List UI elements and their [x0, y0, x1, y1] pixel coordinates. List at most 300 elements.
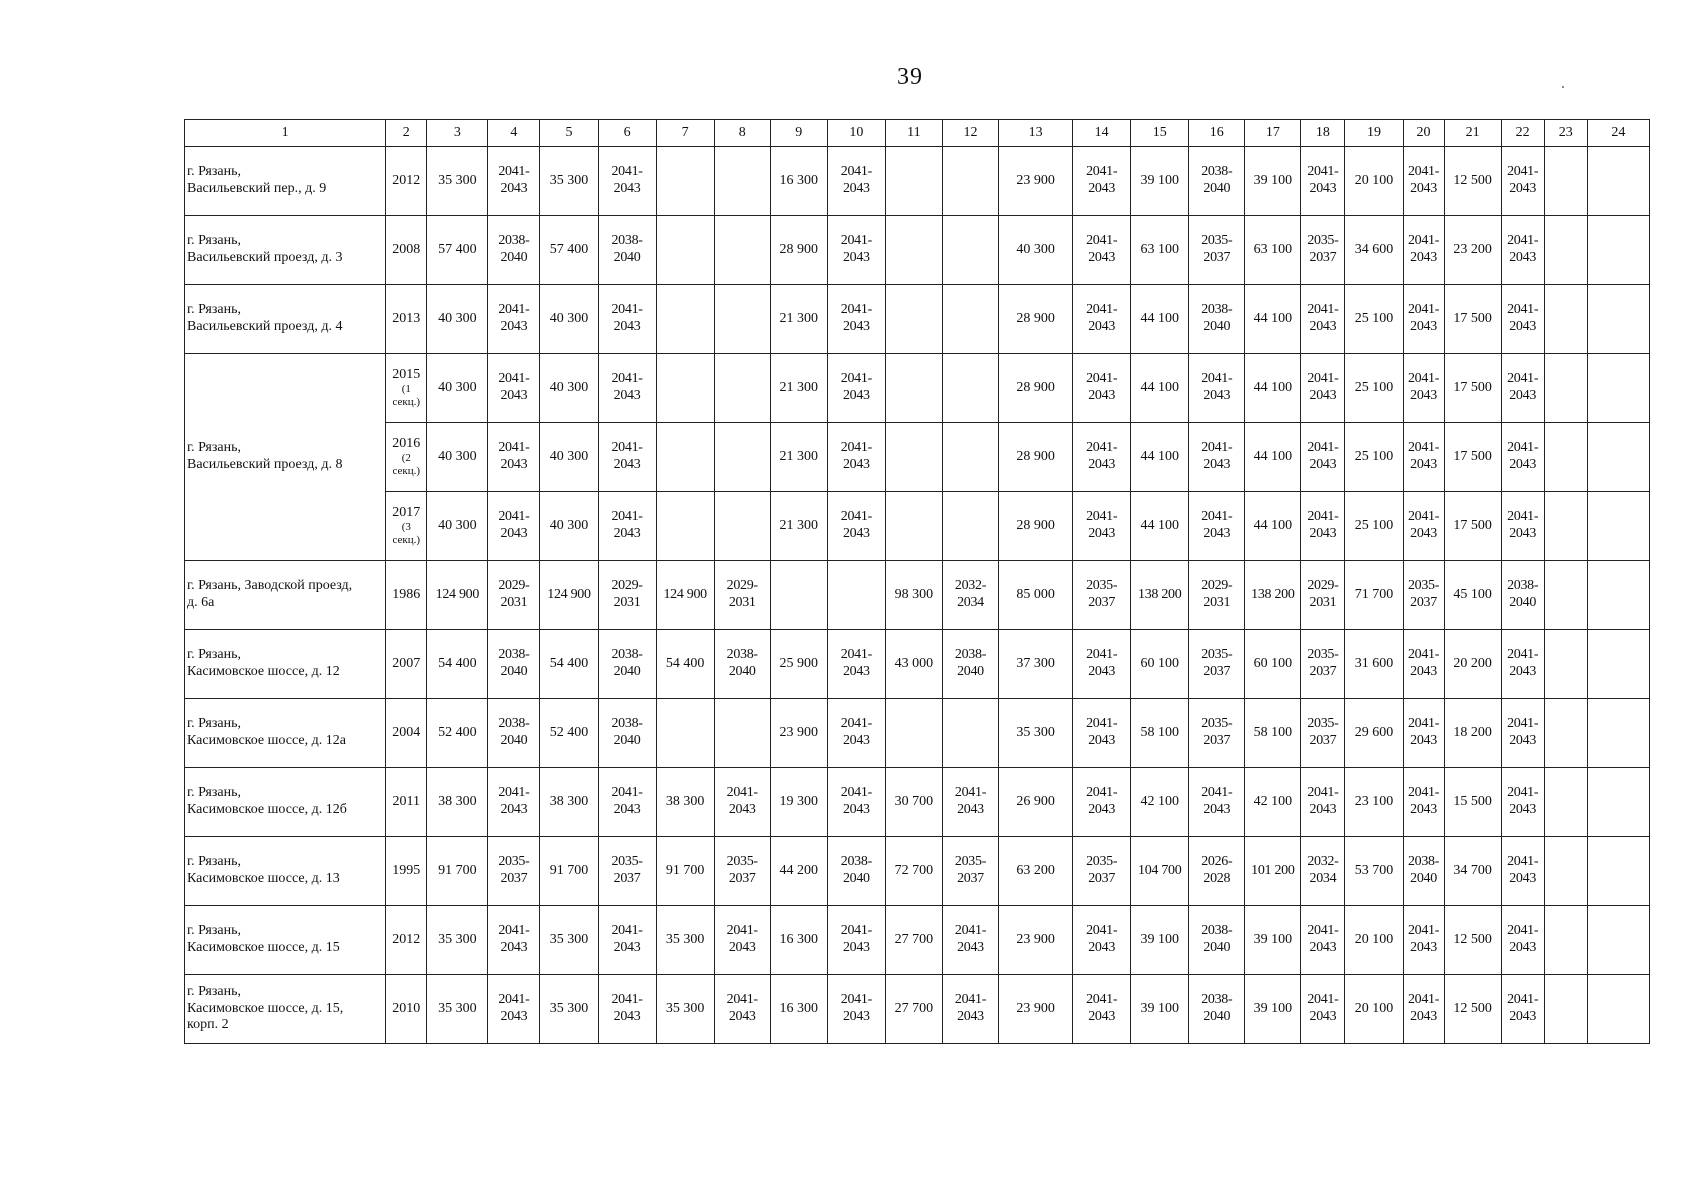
period-cell: 2035- 2037	[598, 837, 656, 906]
value-cell: 21 300	[770, 492, 827, 561]
header-cell: 5	[540, 120, 598, 147]
value-cell: 54 400	[656, 630, 714, 699]
table-row	[185, 906, 1650, 975]
period-cell: 2041- 2043	[1403, 975, 1444, 1044]
period-cell: 2041- 2043	[598, 285, 656, 354]
period-cell: 2029- 2031	[714, 561, 770, 630]
empty-cell	[1587, 975, 1649, 1044]
value-cell: 23 900	[770, 699, 827, 768]
address-cell: г. Рязань, Заводской проезд, д. 6а	[185, 561, 386, 630]
value-cell: 53 700	[1345, 837, 1403, 906]
period-cell: 2035- 2037	[1301, 630, 1345, 699]
empty-cell	[942, 699, 998, 768]
value-cell: 91 700	[656, 837, 714, 906]
period-cell: 2041- 2043	[1301, 906, 1345, 975]
period-cell: 2041- 2043	[1501, 492, 1544, 561]
period-cell: 2029- 2031	[1301, 561, 1345, 630]
value-cell: 29 600	[1345, 699, 1403, 768]
header-cell: 19	[1345, 120, 1403, 147]
value-cell: 21 300	[770, 285, 827, 354]
header-cell: 18	[1301, 120, 1345, 147]
period-cell: 2029- 2031	[1189, 561, 1245, 630]
period-cell: 2035- 2037	[1189, 699, 1245, 768]
period-cell: 2035- 2037	[488, 837, 540, 906]
value-cell: 23 900	[999, 906, 1073, 975]
value-cell: 27 700	[885, 975, 942, 1044]
empty-cell	[942, 354, 998, 423]
empty-cell	[1544, 906, 1587, 975]
empty-cell	[656, 699, 714, 768]
period-cell: 2038- 2040	[714, 630, 770, 699]
period-cell: 2041- 2043	[1403, 630, 1444, 699]
value-cell: 101 200	[1245, 837, 1301, 906]
value-cell: 104 700	[1131, 837, 1189, 906]
value-cell: 39 100	[1245, 975, 1301, 1044]
header-cell: 17	[1245, 120, 1301, 147]
period-cell: 2038- 2040	[488, 699, 540, 768]
year-cell: 2012	[386, 147, 427, 216]
header-cell: 16	[1189, 120, 1245, 147]
table-row	[185, 837, 1650, 906]
value-cell: 35 300	[540, 906, 598, 975]
period-cell: 2041- 2043	[1403, 699, 1444, 768]
empty-cell	[1587, 699, 1649, 768]
value-cell: 28 900	[999, 354, 1073, 423]
empty-cell	[885, 354, 942, 423]
value-cell: 85 000	[999, 561, 1073, 630]
empty-cell	[1587, 423, 1649, 492]
value-cell: 60 100	[1131, 630, 1189, 699]
empty-cell	[714, 699, 770, 768]
period-cell: 2041- 2043	[1501, 630, 1544, 699]
period-cell: 2038- 2040	[1189, 975, 1245, 1044]
period-cell: 2041- 2043	[1403, 492, 1444, 561]
header-cell: 20	[1403, 120, 1444, 147]
value-cell: 37 300	[999, 630, 1073, 699]
header-cell: 8	[714, 120, 770, 147]
period-cell: 2041- 2043	[714, 768, 770, 837]
header-cell: 14	[1073, 120, 1131, 147]
period-cell: 2041- 2043	[827, 906, 885, 975]
empty-cell	[1544, 285, 1587, 354]
empty-cell	[885, 147, 942, 216]
table-row	[185, 699, 1650, 768]
value-cell: 72 700	[885, 837, 942, 906]
value-cell: 34 700	[1444, 837, 1501, 906]
empty-cell	[1587, 837, 1649, 906]
period-cell: 2029- 2031	[598, 561, 656, 630]
period-cell: 2035- 2037	[1301, 216, 1345, 285]
year-cell: 1995	[386, 837, 427, 906]
value-cell: 42 100	[1131, 768, 1189, 837]
empty-cell	[942, 492, 998, 561]
header-cell: 24	[1587, 120, 1649, 147]
period-cell: 2041- 2043	[827, 699, 885, 768]
period-cell: 2041- 2043	[1189, 768, 1245, 837]
value-cell: 21 300	[770, 423, 827, 492]
period-cell: 2041- 2043	[1501, 906, 1544, 975]
value-cell: 35 300	[427, 906, 488, 975]
period-cell: 2041- 2043	[488, 492, 540, 561]
address-cell: г. Рязань, Касимовское шоссе, д. 15	[185, 906, 386, 975]
value-cell: 40 300	[427, 285, 488, 354]
address-cell: г. Рязань, Касимовское шоссе, д. 12б	[185, 768, 386, 837]
empty-cell	[1587, 147, 1649, 216]
table-row	[185, 285, 1650, 354]
empty-cell	[714, 423, 770, 492]
empty-cell	[714, 147, 770, 216]
value-cell: 44 100	[1131, 492, 1189, 561]
period-cell: 2038- 2040	[598, 699, 656, 768]
period-cell: 2041- 2043	[827, 423, 885, 492]
value-cell: 19 300	[770, 768, 827, 837]
value-cell: 40 300	[540, 423, 598, 492]
value-cell: 38 300	[656, 768, 714, 837]
empty-cell	[885, 285, 942, 354]
value-cell: 35 300	[427, 147, 488, 216]
empty-cell	[942, 423, 998, 492]
value-cell: 12 500	[1444, 975, 1501, 1044]
period-cell: 2041- 2043	[1301, 285, 1345, 354]
period-cell: 2041- 2043	[488, 423, 540, 492]
period-cell: 2041- 2043	[598, 492, 656, 561]
period-cell: 2041- 2043	[488, 906, 540, 975]
period-cell: 2041- 2043	[1189, 354, 1245, 423]
table-row	[185, 147, 1650, 216]
period-cell: 2041- 2043	[488, 975, 540, 1044]
value-cell: 43 000	[885, 630, 942, 699]
empty-cell	[1544, 147, 1587, 216]
period-cell: 2041- 2043	[942, 906, 998, 975]
address-cell: г. Рязань, Касимовское шоссе, д. 13	[185, 837, 386, 906]
period-cell: 2038- 2040	[827, 837, 885, 906]
value-cell: 20 100	[1345, 147, 1403, 216]
empty-cell	[770, 561, 827, 630]
period-cell: 2041- 2043	[827, 630, 885, 699]
period-cell: 2041- 2043	[488, 354, 540, 423]
period-cell: 2041- 2043	[1301, 147, 1345, 216]
period-cell: 2041- 2043	[827, 975, 885, 1044]
value-cell: 71 700	[1345, 561, 1403, 630]
value-cell: 16 300	[770, 975, 827, 1044]
value-cell: 58 100	[1131, 699, 1189, 768]
value-cell: 124 900	[540, 561, 598, 630]
year-cell: 2016 (2 секц.)	[386, 423, 427, 492]
period-cell: 2041- 2043	[827, 216, 885, 285]
value-cell: 17 500	[1444, 285, 1501, 354]
value-cell: 91 700	[427, 837, 488, 906]
period-cell: 2041- 2043	[1073, 216, 1131, 285]
period-cell: 2041- 2043	[598, 147, 656, 216]
header-cell: 2	[386, 120, 427, 147]
value-cell: 25 100	[1345, 285, 1403, 354]
value-cell: 44 100	[1131, 423, 1189, 492]
value-cell: 91 700	[540, 837, 598, 906]
value-cell: 35 300	[427, 975, 488, 1044]
period-cell: 2041- 2043	[1073, 630, 1131, 699]
value-cell: 40 300	[427, 354, 488, 423]
value-cell: 39 100	[1245, 147, 1301, 216]
value-cell: 138 200	[1245, 561, 1301, 630]
value-cell: 44 200	[770, 837, 827, 906]
year-cell: 2011	[386, 768, 427, 837]
value-cell: 28 900	[999, 285, 1073, 354]
period-cell: 2041- 2043	[598, 975, 656, 1044]
empty-cell	[1544, 699, 1587, 768]
table-row	[185, 561, 1650, 630]
period-cell: 2041- 2043	[827, 354, 885, 423]
period-cell: 2041- 2043	[1301, 354, 1345, 423]
period-cell: 2041- 2043	[1501, 768, 1544, 837]
period-cell: 2041- 2043	[714, 975, 770, 1044]
table-row	[185, 423, 1650, 492]
address-cell: г. Рязань, Васильевский проезд, д. 8	[185, 354, 386, 561]
value-cell: 28 900	[999, 492, 1073, 561]
empty-cell	[885, 492, 942, 561]
empty-cell	[1587, 285, 1649, 354]
value-cell: 23 900	[999, 975, 1073, 1044]
value-cell: 57 400	[540, 216, 598, 285]
period-cell: 2026- 2028	[1189, 837, 1245, 906]
value-cell: 30 700	[885, 768, 942, 837]
value-cell: 60 100	[1245, 630, 1301, 699]
empty-cell	[1544, 768, 1587, 837]
header-cell: 4	[488, 120, 540, 147]
year-cell: 1986	[386, 561, 427, 630]
year-cell: 2013	[386, 285, 427, 354]
value-cell: 40 300	[540, 492, 598, 561]
header-cell: 13	[999, 120, 1073, 147]
period-cell: 2038- 2040	[488, 630, 540, 699]
value-cell: 58 100	[1245, 699, 1301, 768]
period-cell: 2041- 2043	[1073, 354, 1131, 423]
period-cell: 2041- 2043	[488, 147, 540, 216]
empty-cell	[656, 423, 714, 492]
empty-cell	[1544, 561, 1587, 630]
table-row	[185, 630, 1650, 699]
value-cell: 44 100	[1245, 492, 1301, 561]
empty-cell	[1587, 492, 1649, 561]
value-cell: 40 300	[427, 423, 488, 492]
period-cell: 2035- 2037	[714, 837, 770, 906]
empty-cell	[656, 492, 714, 561]
value-cell: 124 900	[427, 561, 488, 630]
period-cell: 2041- 2043	[827, 147, 885, 216]
period-cell: 2041- 2043	[1301, 423, 1345, 492]
period-cell: 2041- 2043	[1189, 492, 1245, 561]
value-cell: 138 200	[1131, 561, 1189, 630]
empty-cell	[1544, 423, 1587, 492]
value-cell: 12 500	[1444, 906, 1501, 975]
header-cell: 7	[656, 120, 714, 147]
address-cell: г. Рязань, Васильевский пер., д. 9	[185, 147, 386, 216]
empty-cell	[714, 285, 770, 354]
value-cell: 35 300	[999, 699, 1073, 768]
page-number: 39	[897, 64, 923, 90]
value-cell: 44 100	[1131, 285, 1189, 354]
header-cell: 23	[1544, 120, 1587, 147]
period-cell: 2041- 2043	[1301, 768, 1345, 837]
period-cell: 2041- 2043	[1073, 768, 1131, 837]
period-cell: 2029- 2031	[488, 561, 540, 630]
period-cell: 2041- 2043	[1501, 975, 1544, 1044]
value-cell: 17 500	[1444, 423, 1501, 492]
period-cell: 2041- 2043	[1501, 837, 1544, 906]
period-cell: 2041- 2043	[1073, 699, 1131, 768]
period-cell: 2038- 2040	[1501, 561, 1544, 630]
value-cell: 17 500	[1444, 354, 1501, 423]
address-cell: г. Рязань, Касимовское шоссе, д. 12а	[185, 699, 386, 768]
empty-cell	[714, 492, 770, 561]
header-cell: 12	[942, 120, 998, 147]
table-row	[185, 975, 1650, 1044]
value-cell: 25 100	[1345, 423, 1403, 492]
period-cell: 2038- 2040	[1189, 147, 1245, 216]
header-cell: 6	[598, 120, 656, 147]
empty-cell	[1587, 354, 1649, 423]
value-cell: 28 900	[999, 423, 1073, 492]
period-cell: 2041- 2043	[1501, 216, 1544, 285]
address-cell: г. Рязань, Васильевский проезд, д. 3	[185, 216, 386, 285]
empty-cell	[1544, 837, 1587, 906]
empty-cell	[1544, 975, 1587, 1044]
period-cell: 2041- 2043	[1403, 354, 1444, 423]
table-row	[185, 492, 1650, 561]
empty-cell	[885, 699, 942, 768]
header-cell: 21	[1444, 120, 1501, 147]
value-cell: 23 100	[1345, 768, 1403, 837]
value-cell: 40 300	[540, 354, 598, 423]
value-cell: 34 600	[1345, 216, 1403, 285]
value-cell: 20 100	[1345, 975, 1403, 1044]
value-cell: 52 400	[427, 699, 488, 768]
period-cell: 2041- 2043	[488, 285, 540, 354]
value-cell: 18 200	[1444, 699, 1501, 768]
value-cell: 38 300	[540, 768, 598, 837]
year-cell: 2010	[386, 975, 427, 1044]
period-cell: 2041- 2043	[598, 423, 656, 492]
value-cell: 39 100	[1245, 906, 1301, 975]
value-cell: 57 400	[427, 216, 488, 285]
value-cell: 21 300	[770, 354, 827, 423]
period-cell: 2038- 2040	[942, 630, 998, 699]
period-cell: 2038- 2040	[598, 216, 656, 285]
scan-speck	[1562, 86, 1564, 88]
empty-cell	[1587, 561, 1649, 630]
value-cell: 35 300	[656, 975, 714, 1044]
period-cell: 2041- 2043	[1501, 147, 1544, 216]
period-cell: 2041- 2043	[1073, 906, 1131, 975]
period-cell: 2041- 2043	[714, 906, 770, 975]
empty-cell	[714, 216, 770, 285]
address-cell: г. Рязань, Касимовское шоссе, д. 12	[185, 630, 386, 699]
value-cell: 23 200	[1444, 216, 1501, 285]
value-cell: 25 100	[1345, 492, 1403, 561]
period-cell: 2041- 2043	[1403, 216, 1444, 285]
period-cell: 2041- 2043	[598, 906, 656, 975]
period-cell: 2035- 2037	[942, 837, 998, 906]
header-cell: 1	[185, 120, 386, 147]
period-cell: 2041- 2043	[1403, 906, 1444, 975]
period-cell: 2041- 2043	[1501, 354, 1544, 423]
period-cell: 2032- 2034	[1301, 837, 1345, 906]
value-cell: 63 100	[1131, 216, 1189, 285]
period-cell: 2041- 2043	[1073, 492, 1131, 561]
header-cell: 15	[1131, 120, 1189, 147]
value-cell: 28 900	[770, 216, 827, 285]
period-cell: 2041- 2043	[1403, 423, 1444, 492]
period-cell: 2038- 2040	[488, 216, 540, 285]
value-cell: 27 700	[885, 906, 942, 975]
value-cell: 31 600	[1345, 630, 1403, 699]
value-cell: 44 100	[1245, 354, 1301, 423]
value-cell: 25 100	[1345, 354, 1403, 423]
value-cell: 124 900	[656, 561, 714, 630]
value-cell: 39 100	[1131, 975, 1189, 1044]
value-cell: 39 100	[1131, 906, 1189, 975]
empty-cell	[1587, 906, 1649, 975]
table-header	[185, 120, 1650, 147]
period-cell: 2035- 2037	[1073, 561, 1131, 630]
period-cell: 2041- 2043	[1301, 975, 1345, 1044]
value-cell: 35 300	[656, 906, 714, 975]
period-cell: 2041- 2043	[827, 285, 885, 354]
period-cell: 2041- 2043	[1073, 147, 1131, 216]
period-cell: 2041- 2043	[488, 768, 540, 837]
empty-cell	[1544, 354, 1587, 423]
value-cell: 20 100	[1345, 906, 1403, 975]
value-cell: 20 200	[1444, 630, 1501, 699]
empty-cell	[1587, 216, 1649, 285]
period-cell: 2035- 2037	[1073, 837, 1131, 906]
value-cell: 44 100	[1245, 423, 1301, 492]
value-cell: 54 400	[427, 630, 488, 699]
value-cell: 63 100	[1245, 216, 1301, 285]
value-cell: 38 300	[427, 768, 488, 837]
period-cell: 2041- 2043	[1073, 975, 1131, 1044]
table-row	[185, 216, 1650, 285]
empty-cell	[656, 354, 714, 423]
value-cell: 42 100	[1245, 768, 1301, 837]
period-cell: 2038- 2040	[1189, 906, 1245, 975]
header-cell: 3	[427, 120, 488, 147]
year-cell: 2007	[386, 630, 427, 699]
period-cell: 2041- 2043	[1501, 285, 1544, 354]
period-cell: 2035- 2037	[1189, 630, 1245, 699]
period-cell: 2038- 2040	[598, 630, 656, 699]
value-cell: 44 100	[1131, 354, 1189, 423]
value-cell: 52 400	[540, 699, 598, 768]
value-cell: 12 500	[1444, 147, 1501, 216]
value-cell: 26 900	[999, 768, 1073, 837]
value-cell: 35 300	[540, 147, 598, 216]
value-cell: 35 300	[540, 975, 598, 1044]
header-cell: 9	[770, 120, 827, 147]
value-cell: 40 300	[999, 216, 1073, 285]
value-cell: 44 100	[1245, 285, 1301, 354]
header-row	[185, 120, 1650, 147]
empty-cell	[827, 561, 885, 630]
empty-cell	[656, 285, 714, 354]
empty-cell	[885, 423, 942, 492]
period-cell: 2035- 2037	[1403, 561, 1444, 630]
value-cell: 98 300	[885, 561, 942, 630]
table-body	[185, 147, 1650, 1044]
empty-cell	[942, 147, 998, 216]
empty-cell	[1544, 492, 1587, 561]
value-cell: 39 100	[1131, 147, 1189, 216]
empty-cell	[942, 216, 998, 285]
